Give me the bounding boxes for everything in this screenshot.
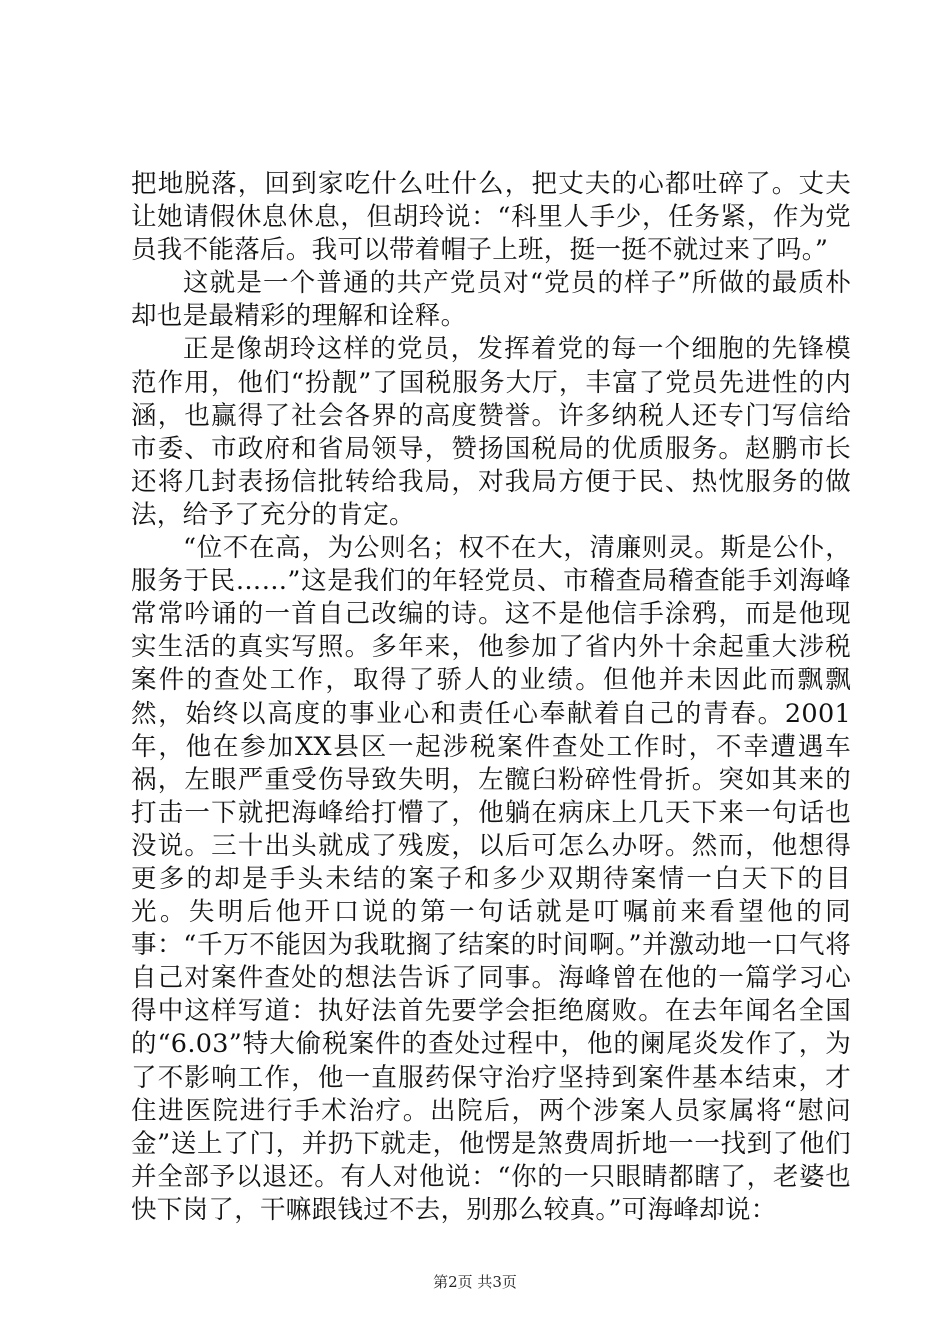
page-number-footer: 第2页 共3页 (433, 1273, 517, 1291)
paragraph: “位不在高，为公则名；权不在大，清廉则灵。斯是公仆，服务于民……”这是我们的年轻党员、市稽查局稽查能手刘海峰常常吟诵的一首自己改编的诗。这不是他信手涂鸦，而是他现实生活的真实写照。多年来，他参加了省内外十余起重大涉税案件的查处工作，取得了骄人的业绩。但他并未因此而飘飘然，始终以高度的事业心和责任心奉献着自己的青春。2001年，他在参加XX县区一起涉税案件查处工作时，不幸遭遇车祸，左眼严重受伤导致失明，左髋臼粉碎性骨折。突如其来的打击一下就把海峰给打懵了，他躺在病床上几天下来一句话也没说。三十出头就成了残废，以后可怎么办呀。然而，他想得更多的却是手头未结的案子和多少双期待案情一白天下的目光。失明后他开口说的第一句话就是叮嘱前来看望他的同事：“千万不能因为我耽搁了结案的时间啊。”并激动地一口气将自己对案件查处的想法告诉了同事。海峰曾在他的一篇学习心得中这样写道：执好法首先要学会拒绝腐败。在去年闻名全国的“6.03”特大偷税案件的查处过程中，他的阑尾炎发作了，为了不影响工作，他一直服药保守治疗坚持到案件基本结束，才住进医院进行手术治疗。出院后，两个涉案人员家属将“慰问金”送上了门，并扔下就走，他愣是煞费周折地一一找到了他们并全部予以退还。有人对他说：“你的一只眼睛都瞎了，老婆也快下岗了，干嘛跟钱过不去，别那么较真。”可海峰却说： (131, 533, 851, 1225)
paragraph: 把地脱落，回到家吃什么吐什么，把丈夫的心都吐碎了。丈夫让她请假休息休息，但胡玲说：“科里人手少，任务紧，作为党员我不能落后。我可以带着帽子上班，挺一挺不就过来了吗。” (131, 169, 851, 266)
paragraph: 正是像胡玲这样的党员，发挥着党的每一个细胞的先锋模范作用，他们“扮靓”了国税服务大厅，丰富了党员先进性的内涵，也赢得了社会各界的高度赞誉。许多纳税人还专门写信给市委、市政府和省局领导，赞扬国税局的优质服务。赵鹏市长还将几封表扬信批转给我局，对我局方便于民、热忱服务的做法，给予了充分的肯定。 (131, 334, 851, 530)
paragraph: 这就是一个普通的共产党员对“党员的样子”所做的最质朴却也是最精彩的理解和诠释。 (131, 268, 851, 332)
document-body (131, 168, 851, 1227)
